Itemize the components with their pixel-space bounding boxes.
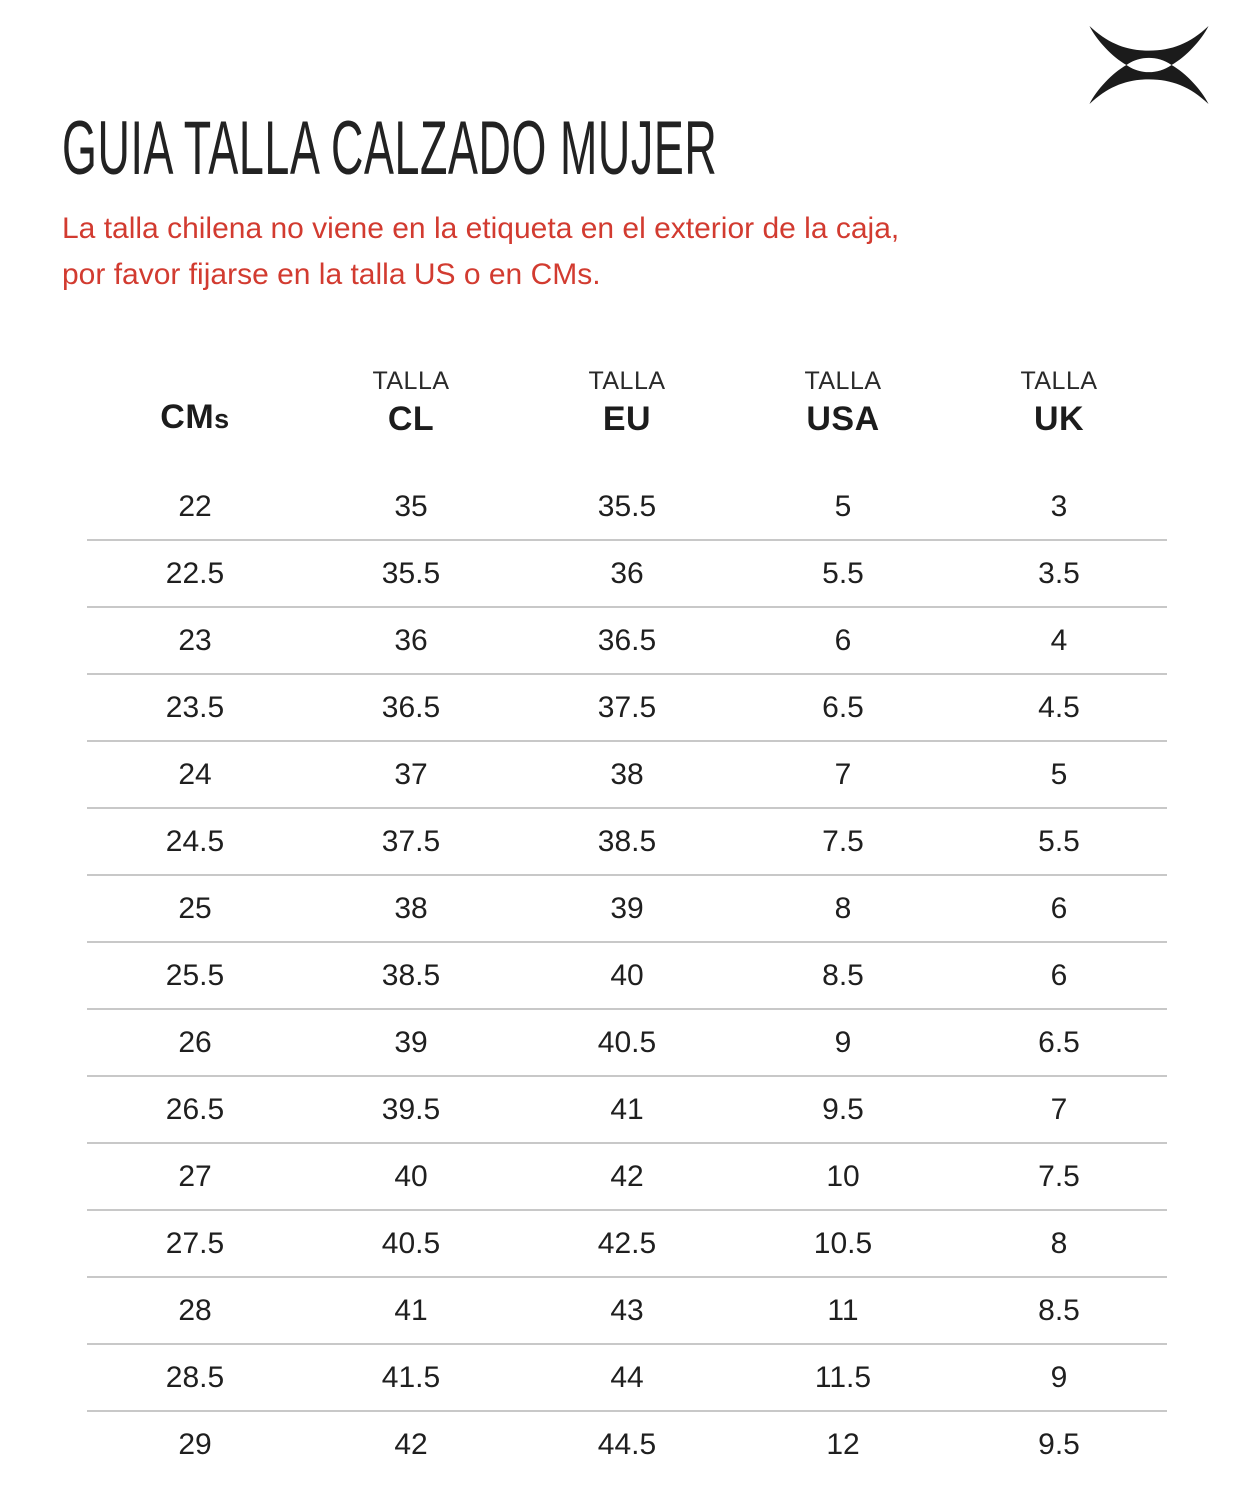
size-cell: 6: [1050, 891, 1068, 925]
size-cell: 40: [394, 1159, 428, 1193]
size-cell: 36: [394, 623, 428, 657]
size-cell: 41: [394, 1293, 428, 1327]
table-row: [87, 1211, 1167, 1278]
size-cell: 12: [826, 1427, 860, 1461]
size-cell: 9.5: [822, 1092, 864, 1126]
size-cell: 5.5: [1038, 824, 1080, 858]
size-cell: 23.5: [165, 690, 225, 724]
size-cell: 42: [610, 1159, 644, 1193]
column-header-cl: [303, 365, 519, 441]
size-cell: 25: [178, 891, 212, 925]
size-cell: 27: [178, 1159, 212, 1193]
size-cell: 38.5: [381, 958, 441, 992]
note-line-1: La talla chilena no viene en la etiqueta en el exterior de la caja,: [62, 212, 900, 245]
column-header-top: TALLA: [372, 367, 450, 395]
size-cell: 8: [834, 891, 852, 925]
size-cell: 10: [826, 1159, 860, 1193]
table-row: [87, 608, 1167, 675]
size-cell: 22: [178, 489, 212, 523]
table-row: [87, 742, 1167, 809]
table-row: [87, 943, 1167, 1010]
size-cell: 11: [827, 1293, 859, 1327]
size-cell: 29: [178, 1427, 212, 1461]
under-armour-logo: [1086, 26, 1212, 104]
column-header-label: UK: [1033, 400, 1085, 438]
column-header-top: TALLA: [1020, 367, 1098, 395]
table-row: [87, 541, 1167, 608]
size-cell: 9.5: [1038, 1427, 1080, 1461]
size-cell: 4: [1050, 623, 1068, 657]
size-cell: 9: [1050, 1360, 1068, 1394]
size-cell: 38: [394, 891, 428, 925]
size-cell: 7: [1050, 1092, 1068, 1126]
size-cell: 36.5: [381, 690, 441, 724]
size-cell: 3.5: [1038, 556, 1080, 590]
size-cell: 5: [1050, 757, 1068, 791]
page-title: GUIA TALLA CALZADO MUJER: [62, 106, 718, 191]
size-cell: 35.5: [381, 556, 441, 590]
column-header-cms: [87, 365, 303, 441]
size-cell: 22.5: [165, 556, 225, 590]
size-cell: 27.5: [165, 1226, 225, 1260]
column-header-label: CL: [387, 400, 435, 438]
size-cell: 36.5: [597, 623, 657, 657]
size-cell: 28.5: [165, 1360, 225, 1394]
size-cell: 5.5: [822, 556, 864, 590]
size-cell: 23: [178, 623, 212, 657]
column-header-top: TALLA: [588, 367, 666, 395]
size-cell: 35: [394, 489, 428, 523]
size-cell: 7: [834, 757, 852, 791]
size-cell: 44: [610, 1360, 644, 1394]
size-cell: 11.5: [814, 1360, 872, 1394]
column-header-uk: [951, 365, 1167, 441]
size-cell: 9: [834, 1025, 852, 1059]
size-table-body: [87, 474, 1167, 1477]
size-cell: 6: [1050, 958, 1068, 992]
size-cell: 6: [834, 623, 852, 657]
size-cell: 8.5: [822, 958, 864, 992]
size-cell: 6.5: [822, 690, 864, 724]
column-header-label: CMs: [160, 398, 230, 436]
size-cell: 7.5: [822, 824, 864, 858]
table-row: [87, 474, 1167, 541]
size-cell: 40.5: [597, 1025, 657, 1059]
size-cell: 42.5: [597, 1226, 657, 1260]
table-row: [87, 1278, 1167, 1345]
size-cell: 37.5: [381, 824, 441, 858]
size-cell: 38: [610, 757, 644, 791]
size-cell: 39.5: [381, 1092, 441, 1126]
column-header-top: TALLA: [804, 367, 882, 395]
column-header-eu: [519, 365, 735, 441]
size-cell: 10.5: [813, 1226, 873, 1260]
size-cell: 39: [610, 891, 644, 925]
size-cell: 35.5: [597, 489, 657, 523]
size-cell: 8.5: [1038, 1293, 1080, 1327]
table-row: [87, 809, 1167, 876]
ua-logo-top-shape: [1089, 26, 1208, 65]
size-cell: 6.5: [1038, 1025, 1080, 1059]
size-cell: 42: [394, 1427, 428, 1461]
size-cell: 4.5: [1038, 690, 1080, 724]
size-cell: 43: [610, 1293, 644, 1327]
size-cell: 8: [1050, 1226, 1068, 1260]
size-cell: 24.5: [165, 824, 225, 858]
size-cell: 26.5: [165, 1092, 225, 1126]
table-row: [87, 1412, 1167, 1477]
size-cell: 7.5: [1038, 1159, 1080, 1193]
size-cell: 24: [178, 757, 212, 791]
table-row: [87, 1010, 1167, 1077]
size-table: [87, 365, 1167, 1477]
size-cell: 38.5: [597, 824, 657, 858]
column-header-usa: [735, 365, 951, 441]
size-cell: 37.5: [597, 690, 657, 724]
table-row: [87, 1077, 1167, 1144]
size-cell: 41: [610, 1092, 644, 1126]
size-cell: 44.5: [597, 1427, 657, 1461]
table-row: [87, 876, 1167, 943]
size-cell: 37: [394, 757, 428, 791]
ua-logo-bottom-shape: [1089, 65, 1208, 104]
size-cell: 26: [178, 1025, 212, 1059]
size-cell: 36: [610, 556, 644, 590]
table-row: [87, 1345, 1167, 1412]
note-line-2: por favor fijarse en la talla US o en CMs.: [62, 258, 601, 291]
size-cell: 3: [1050, 489, 1068, 523]
table-row: [87, 675, 1167, 742]
size-cell: 40: [610, 958, 644, 992]
size-table-header: [87, 365, 1167, 441]
size-cell: 28: [178, 1293, 212, 1327]
size-cell: 41.5: [381, 1360, 441, 1394]
size-cell: 25.5: [165, 958, 225, 992]
size-cell: 40.5: [381, 1226, 441, 1260]
column-header-label: EU: [602, 400, 652, 438]
column-header-label: USA: [806, 400, 880, 438]
table-row: [87, 1144, 1167, 1211]
size-cell: 39: [394, 1025, 428, 1059]
size-cell: 5: [834, 489, 852, 523]
